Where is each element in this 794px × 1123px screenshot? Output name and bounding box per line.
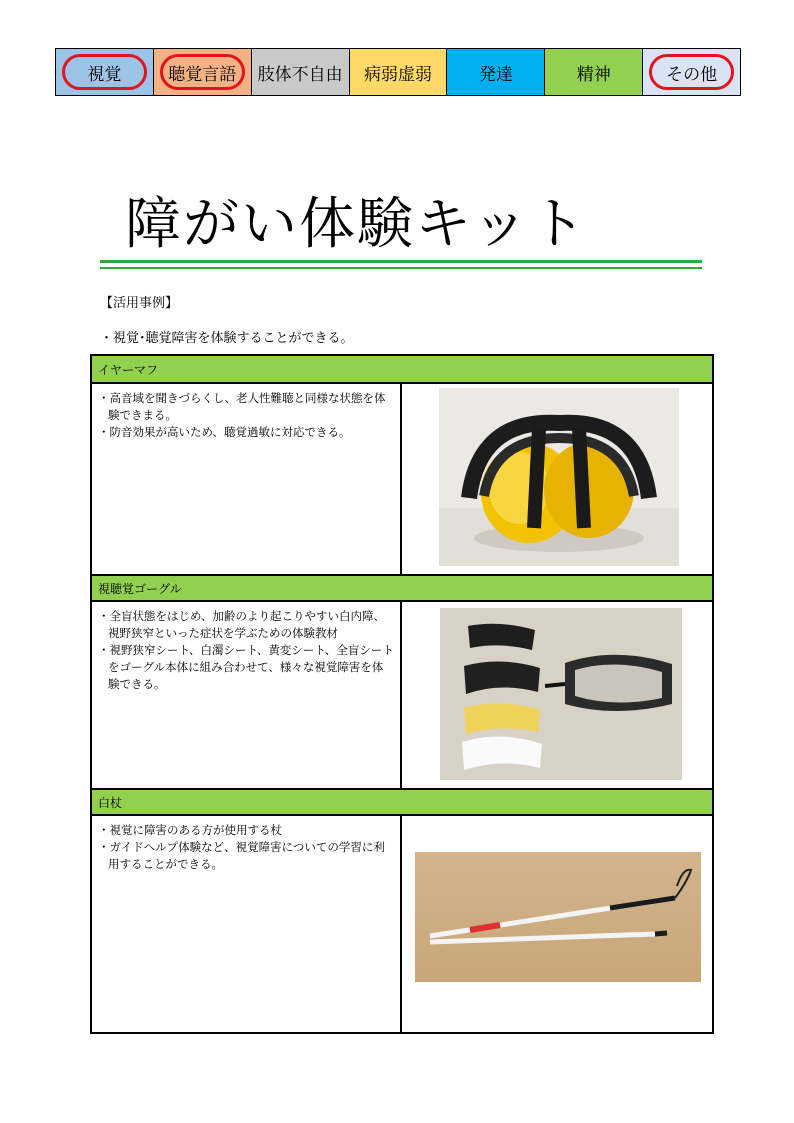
description-line: ・視野狭窄シート、白濁シート、黄変シート、全盲シートをゴーグル本体に組み合わせて、様々な視覚障害を体験できる。 xyxy=(98,643,394,691)
description-line: ・高音域を聞きづらくし、老人性難聴と同様な状態を体験できまる。 xyxy=(98,391,386,422)
item-header-earmuffs: イヤーマフ xyxy=(92,356,712,384)
earmuffs-photo xyxy=(439,388,679,566)
item-description xyxy=(92,384,402,574)
item-description xyxy=(92,602,402,788)
category-other xyxy=(643,49,740,95)
category-bar xyxy=(55,48,741,96)
description-line: ・ガイドヘルプ体験など、視覚障害についての学習に利用することができる。 xyxy=(98,840,385,871)
category-hearing-speech xyxy=(154,49,252,95)
item-photo-cell xyxy=(402,384,712,574)
item-header-white-cane: 白杖 xyxy=(92,788,712,816)
category-label: 発達 xyxy=(478,64,513,85)
category-developmental xyxy=(447,49,545,95)
section-label: 【活用事例】 xyxy=(100,296,179,311)
title-underline-thin xyxy=(100,267,702,269)
category-label: 肢体不自由 xyxy=(257,64,343,85)
category-label: 視覚 xyxy=(87,64,122,85)
item-photo-cell xyxy=(402,602,712,788)
category-label: 病弱虚弱 xyxy=(364,64,432,85)
category-physical xyxy=(252,49,350,95)
item-header-goggles: 視聴覚ゴーグル xyxy=(92,574,712,602)
page-title: 障がい体験キット xyxy=(125,192,588,257)
white-cane-photo xyxy=(415,852,701,982)
kit-table xyxy=(90,354,714,1034)
category-illness xyxy=(350,49,448,95)
item-photo-cell xyxy=(402,816,712,1032)
category-label: 聴覚言語 xyxy=(168,64,237,85)
intro-text: ・視覚･聴覚障害を体験することができる。 xyxy=(100,331,354,346)
category-label: その他 xyxy=(666,64,718,85)
title-underline xyxy=(100,260,702,263)
category-visual xyxy=(56,49,154,95)
goggles-photo xyxy=(440,608,682,780)
description-line: ・全盲状態をはじめ、加齢のより起こりやすい白内障、視野狭窄といった症状を学ぶための体験教材 xyxy=(98,609,386,640)
category-mental xyxy=(545,49,643,95)
category-label: 精神 xyxy=(576,64,611,85)
item-description xyxy=(92,816,402,1032)
description-line: ・視覚に障害のある方が使用する杖 xyxy=(98,823,282,837)
description-line: ・防音効果が高いため、聴覚過敏に対応できる。 xyxy=(98,425,351,439)
